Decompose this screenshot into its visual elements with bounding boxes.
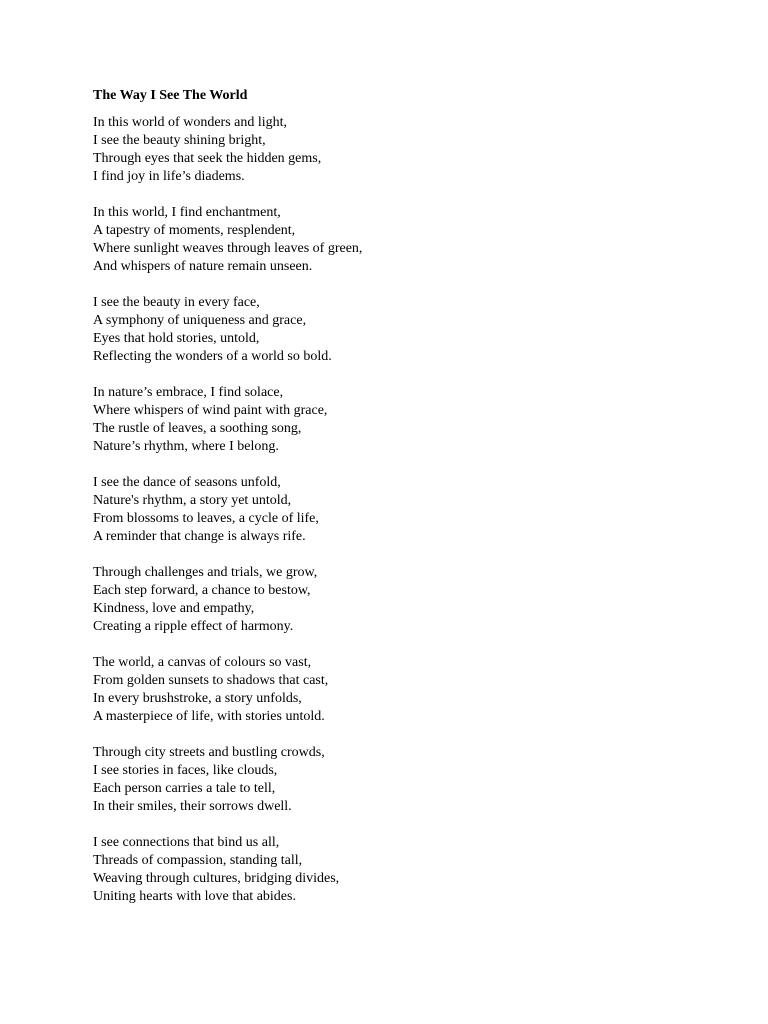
stanza <box>93 744 693 816</box>
poem-line: A tapestry of moments, resplendent, <box>93 223 296 238</box>
poem-line: Through city streets and bustling crowds, <box>93 745 325 760</box>
poem-line: I see connections that bind us all, <box>93 835 280 850</box>
poem-line: In every brushstroke, a story unfolds, <box>93 691 302 706</box>
poem-line: I see stories in faces, like clouds, <box>93 763 278 778</box>
stanza <box>93 654 693 726</box>
poem-line: I see the beauty in every face, <box>93 295 260 310</box>
poem-line: Each person carries a tale to tell, <box>93 781 276 796</box>
poem-line: Uniting hearts with love that abides. <box>93 889 296 904</box>
poem <box>93 87 693 924</box>
poem-line: Each step forward, a chance to bestow, <box>93 583 311 598</box>
stanza <box>93 474 693 546</box>
poem-line: Through eyes that seek the hidden gems, <box>93 151 322 166</box>
poem-line: I find joy in life’s diadems. <box>93 169 245 184</box>
poem-line: Nature’s rhythm, where I belong. <box>93 439 279 454</box>
poem-line: From golden sunsets to shadows that cast, <box>93 673 329 688</box>
poem-line: Nature's rhythm, a story yet untold, <box>93 493 292 508</box>
poem-line: Where sunlight weaves through leaves of green, <box>93 241 363 256</box>
poem-title: The Way I See The World <box>93 88 248 103</box>
poem-line: Creating a ripple effect of harmony. <box>93 619 294 634</box>
poem-line: Threads of compassion, standing tall, <box>93 853 303 868</box>
poem-line: I see the dance of seasons unfold, <box>93 475 281 490</box>
stanza <box>93 204 693 276</box>
poem-line: In nature’s embrace, I find solace, <box>93 385 284 400</box>
poem-line: Eyes that hold stories, untold, <box>93 331 260 346</box>
stanza <box>93 294 693 366</box>
poem-line: Kindness, love and empathy, <box>93 601 255 616</box>
poem-line: A symphony of uniqueness and grace, <box>93 313 307 328</box>
poem-line: Reflecting the wonders of a world so bold. <box>93 349 332 364</box>
poem-line: I see the beauty shining bright, <box>93 133 266 148</box>
poem-line: The rustle of leaves, a soothing song, <box>93 421 302 436</box>
poem-line: Where whispers of wind paint with grace, <box>93 403 328 418</box>
poem-line: A reminder that change is always rife. <box>93 529 306 544</box>
poem-line: In this world of wonders and light, <box>93 115 288 130</box>
poem-line: A masterpiece of life, with stories untold. <box>93 709 325 724</box>
poem-line: From blossoms to leaves, a cycle of life, <box>93 511 319 526</box>
stanza <box>93 564 693 636</box>
stanza <box>93 114 693 186</box>
poem-line: Weaving through cultures, bridging divides, <box>93 871 340 886</box>
poem-line: In this world, I find enchantment, <box>93 205 281 220</box>
poem-line: In their smiles, their sorrows dwell. <box>93 799 292 814</box>
poem-line: The world, a canvas of colours so vast, <box>93 655 312 670</box>
poem-line: And whispers of nature remain unseen. <box>93 259 313 274</box>
poem-line: Through challenges and trials, we grow, <box>93 565 318 580</box>
stanza <box>93 384 693 456</box>
stanza <box>93 834 693 906</box>
